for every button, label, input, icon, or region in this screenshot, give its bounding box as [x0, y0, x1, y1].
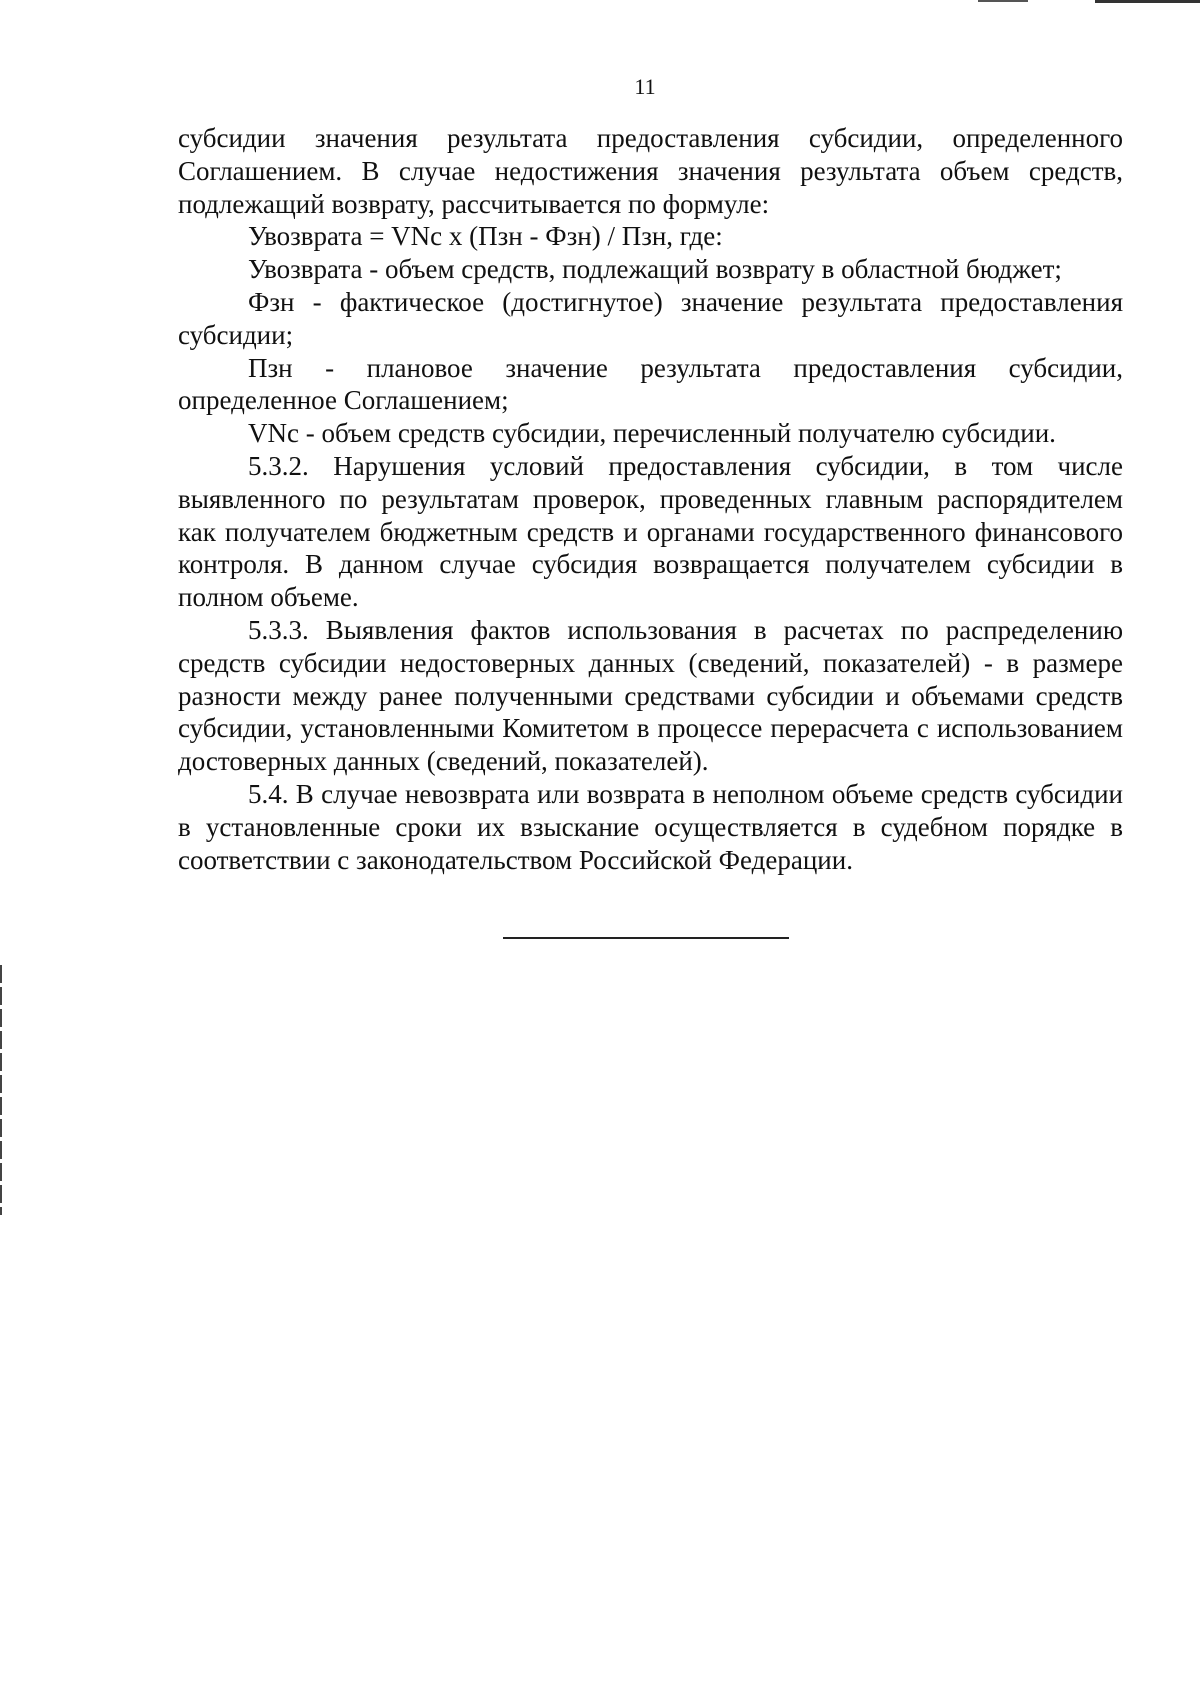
- clause-5-4: 5.4. В случае невозврата или возврата в неполном объеме средств субсидии в установленные сроки их взыскание осуществляется в судебном порядке в соответствии с законодательством Российской Федерации.: [178, 778, 1123, 875]
- definition-uvozvrata: Увозврата - объем средств, подлежащий возврату в областной бюджет;: [248, 254, 1062, 285]
- page-number: 11: [634, 74, 656, 99]
- document-body: [178, 122, 1123, 876]
- paragraph-continuation: субсидии значения результата предоставления субсидии, определенного Соглашением. В случае недостижения значения результата объем средств, подлежащий возврату, рассчитывается по формуле:: [178, 123, 1123, 219]
- formula: Увозврата = VNc x (Пзн - Фзн) / Пзн, где:: [248, 221, 723, 252]
- scan-artifact: [0, 965, 2, 1215]
- scan-artifact: [978, 0, 1028, 2]
- end-separator-line: [503, 937, 789, 939]
- scan-artifact: [1095, 0, 1200, 3]
- definition-fzn: Фзн - фактическое (достигнутое) значение результата предоставления субсидии;: [178, 286, 1123, 350]
- clause-5-3-2: 5.3.2. Нарушения условий предоставления субсидии, в том числе выявленного по результатам проверок, проведенных главным распорядителем как получателем бюджетным средств и органами государственного финансового контроля. В данном случае субсидия возвращается получателем субсидии в полном объеме.: [178, 450, 1123, 613]
- definition-vnc: VNc - объем средств субсидии, перечисленный получателю субсидии.: [248, 418, 1056, 449]
- definition-pzn: Пзн - плановое значение результата предоставления субсидии, определенное Соглашением;: [178, 352, 1123, 416]
- clause-5-3-3: 5.3.3. Выявления фактов использования в расчетах по распределению средств субсидии недостоверных данных (сведений, показателей) - в размере разности между ранее полученными средствами субсидии и объемами средств субсидии, установленными Комитетом в процессе перерасчета с использованием достоверных данных (сведений, показателей).: [178, 614, 1123, 777]
